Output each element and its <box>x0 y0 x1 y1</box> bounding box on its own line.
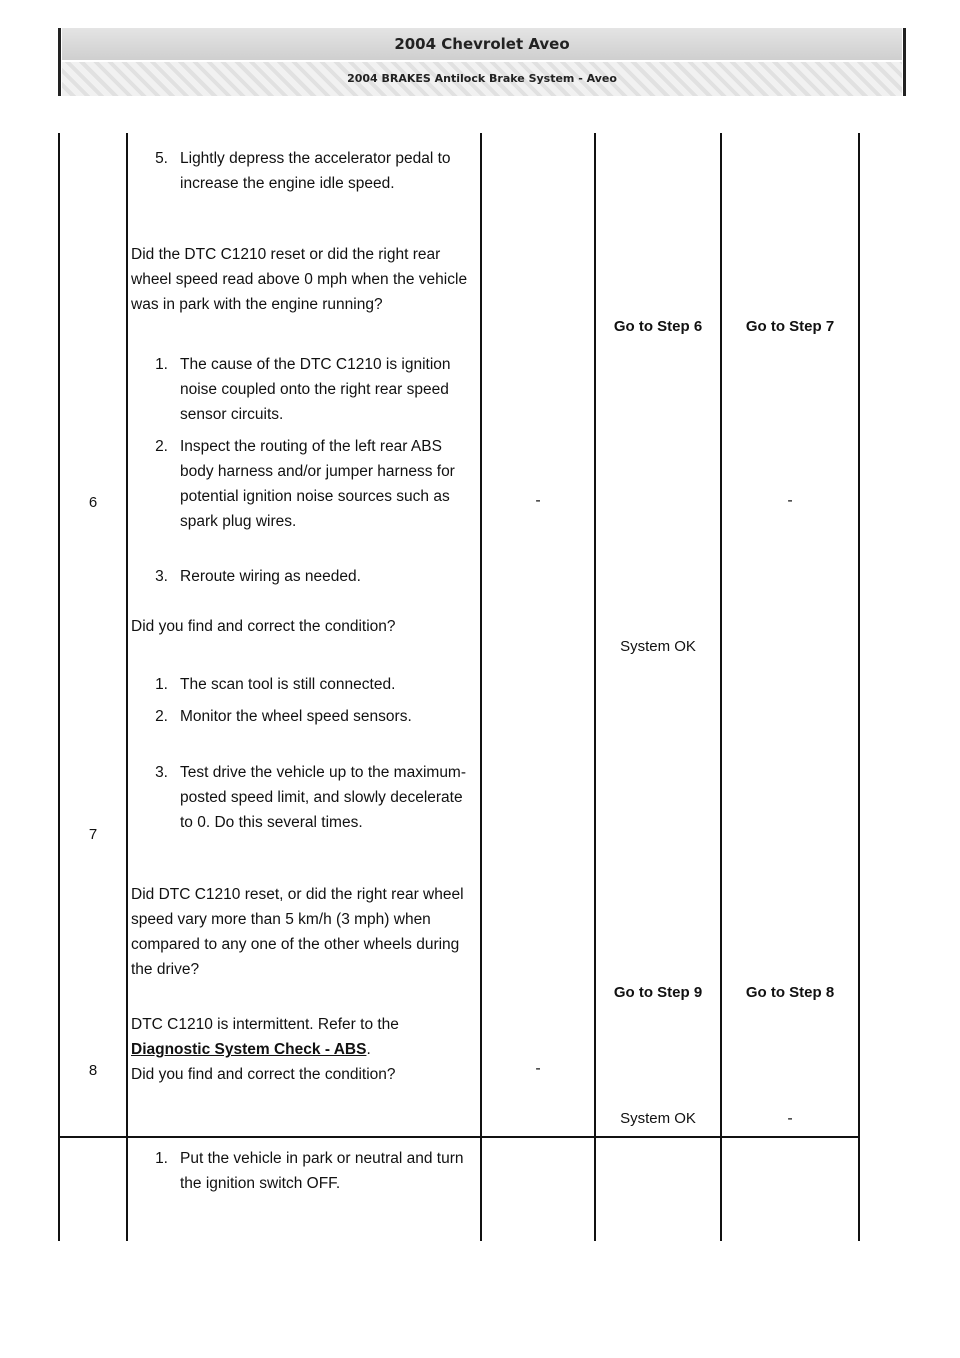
list-number: 3. <box>155 568 168 585</box>
step-6-no-action: Go to Step 7 <box>745 318 835 335</box>
table-divider-action <box>126 133 128 1241</box>
step-8-text: DTC C1210 is intermittent. Refer to the <box>131 1016 399 1033</box>
step-6-question-2: Did you find and correct the condition? <box>131 618 396 635</box>
list-item <box>146 146 476 196</box>
list-item <box>146 672 476 697</box>
list-text: Inspect the routing of the left rear ABS body harness and/or jumper harness for potential ignition noise sources such as spark plug wires. <box>180 438 455 530</box>
page-subtitle: 2004 BRAKES Antilock Brake System - Aveo <box>62 62 902 96</box>
list-item <box>146 704 476 729</box>
list-text: The scan tool is still connected. <box>180 676 396 693</box>
list-number: 2. <box>155 438 168 455</box>
step-8-yes-result: System OK <box>620 1110 696 1127</box>
step-8-text-end: . <box>366 1041 371 1058</box>
list-text: Lightly depress the accelerator pedal to increase the engine idle speed. <box>180 150 451 192</box>
table-divider-yes <box>594 133 596 1241</box>
list-number: 1. <box>155 356 168 373</box>
step-8-value: - <box>535 1060 541 1077</box>
step-6-question: Did the DTC C1210 reset or did the right rear wheel speed read above 0 mph when the vehicle was in park with the engine running? <box>131 246 468 313</box>
list-item <box>146 1146 476 1196</box>
step-7-no-action: Go to Step 8 <box>745 984 835 1001</box>
header-left-rule <box>58 28 61 96</box>
step-8-question: Did you find and correct the condition? <box>131 1066 396 1083</box>
list-number: 5. <box>155 150 168 167</box>
list-item <box>146 352 476 427</box>
list-number: 1. <box>155 1150 168 1167</box>
step-6-yes-result: System OK <box>620 638 696 655</box>
list-text: Reroute wiring as needed. <box>180 568 361 585</box>
diagnostic-system-check-link[interactable]: Diagnostic System Check - ABS <box>131 1041 367 1058</box>
step-7-yes-action: Go to Step 9 <box>613 984 703 1001</box>
list-text: Put the vehicle in park or neutral and turn the ignition switch OFF. <box>180 1150 464 1192</box>
list-number: 1. <box>155 676 168 693</box>
row-divider <box>58 1136 860 1138</box>
step-number: 7 <box>88 826 98 843</box>
step-number: 8 <box>88 1062 98 1079</box>
list-item <box>146 564 476 589</box>
list-number: 2. <box>155 708 168 725</box>
list-item <box>146 434 476 534</box>
step-number: 6 <box>88 494 98 511</box>
step-6-yes-action: Go to Step 6 <box>613 318 703 335</box>
step-6-no-value: - <box>787 492 793 509</box>
list-number: 3. <box>155 764 168 781</box>
list-text: Test drive the vehicle up to the maximum-posted speed limit, and slowly decelerate to 0. Do this several times. <box>180 764 467 831</box>
step-8-no-value: - <box>787 1110 793 1127</box>
step-8-instruction <box>131 1012 476 1087</box>
list-text: The cause of the DTC C1210 is ignition noise coupled onto the right rear speed sensor circuits. <box>180 356 451 423</box>
step-7-question: Did DTC C1210 reset, or did the right rear wheel speed vary more than 5 km/h (3 mph) when compared to any one of the other wheels during the drive? <box>131 886 464 978</box>
table-divider-no <box>720 133 722 1241</box>
table-border-right <box>858 133 860 1241</box>
page-title: 2004 Chevrolet Aveo <box>62 28 902 60</box>
list-item <box>146 760 476 835</box>
list-text: Monitor the wheel speed sensors. <box>180 708 412 725</box>
step-6-value: - <box>535 492 541 509</box>
header-right-rule <box>903 28 906 96</box>
